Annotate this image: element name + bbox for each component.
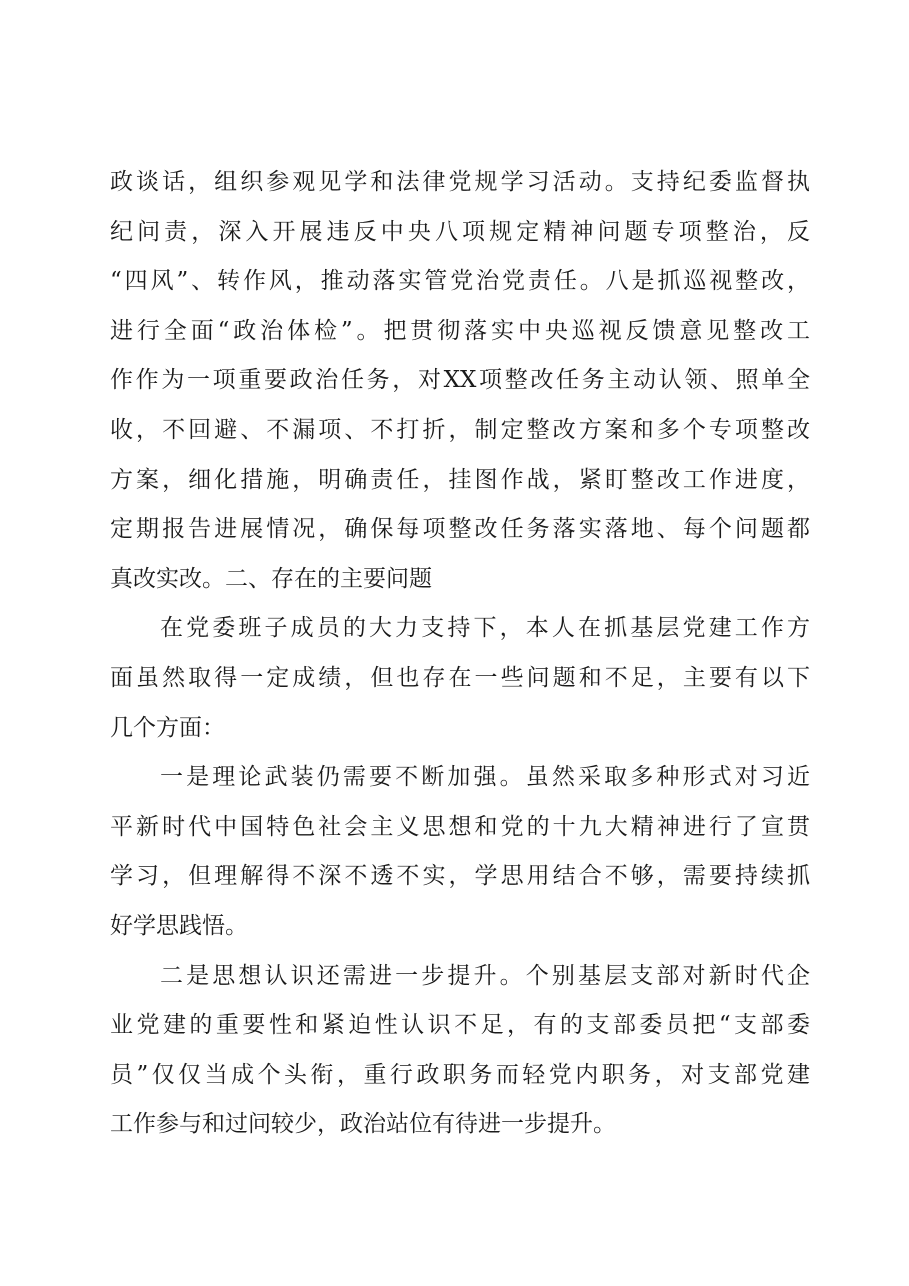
text-line: 在党委班子成员的大力支持下，本人在抓基层党建工作方 <box>160 615 810 642</box>
text-line: 真改实改。二、存在的主要问题 <box>110 565 432 592</box>
text-line: 纪问责，深入开展违反中央八项规定精神问题专项整治，反 <box>110 218 810 245</box>
paragraph-intro-problems <box>110 604 810 753</box>
paragraph-continuation <box>110 158 810 604</box>
text-line: 员”仅仅当成个头衔，重行政职务而轻党内职务，对支部党建 <box>110 1061 810 1088</box>
document-body <box>110 158 810 1150</box>
text-line: 政谈话，组织参观见学和法律党规学习活动。支持纪委监督执 <box>110 169 810 195</box>
text-line: 二是思想认识还需进一步提升。个别基层支部对新时代企 <box>160 962 810 989</box>
text-line: 收，不回避、不漏项、不打折，制定整改方案和多个专项整改 <box>110 416 810 443</box>
text-line: “四风”、转作风，推动落实管党治党责任。八是抓巡视整改， <box>110 268 810 295</box>
text-line: 作作为一项重要政治任务，对XX项整改任务主动认领、照单全 <box>110 367 810 394</box>
text-line: 平新时代中国特色社会主义思想和党的十九大精神进行了宣贯 <box>110 813 810 840</box>
text-line: 定期报告进展情况，确保每项整改任务落实落地、每个问题都 <box>110 516 810 543</box>
text-line: 方案，细化措施，明确责任，挂图作战，紧盯整改工作进度， <box>110 466 810 493</box>
text-line: 面虽然取得一定成绩，但也存在一些问题和不足，主要有以下 <box>110 664 810 691</box>
text-line: 一是理论武装仍需要不断加强。虽然采取多种形式对习近 <box>160 764 810 791</box>
text-line: 工作参与和过问较少，政治站位有待进一步提升。 <box>110 1111 616 1138</box>
paragraph-thinking <box>110 952 810 1150</box>
text-line: 学习，但理解得不深不透不实，学思用结合不够，需要持续抓 <box>110 863 810 890</box>
paragraph-theory <box>110 753 810 951</box>
text-line: 业党建的重要性和紧迫性认识不足，有的支部委员把“支部委 <box>110 1012 810 1039</box>
text-line: 好学思践悟。 <box>110 912 248 939</box>
text-line: 进行全面“政治体检”。把贯彻落实中央巡视反馈意见整改工 <box>110 317 810 344</box>
text-line: 几个方面： <box>110 714 225 741</box>
